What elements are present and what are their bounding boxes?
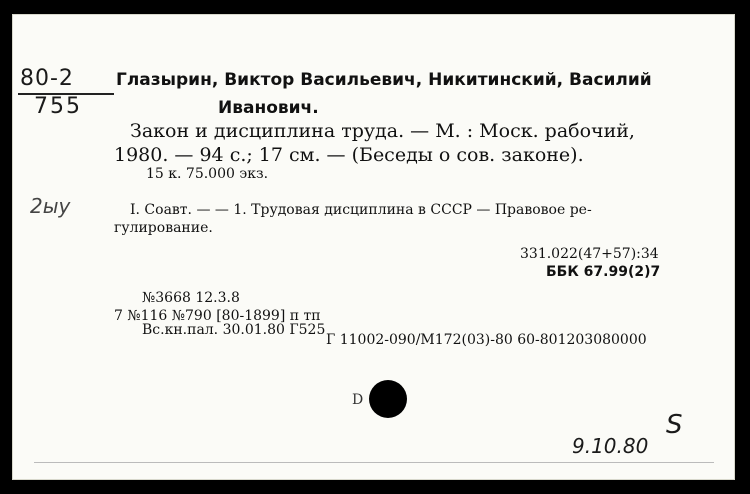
authors-line-1: Глазырин, Виктор Васильевич, Никитинский, Василий — [116, 70, 652, 90]
handwritten-note: 2ыу — [30, 194, 71, 218]
record-number-line-1: №3668 12.3.8 — [142, 290, 240, 306]
handwritten-date: 9.10.80 — [572, 434, 649, 458]
bottom-rule — [34, 462, 714, 463]
udc-classification: 331.022(47+57):34 — [520, 246, 659, 262]
hole-mark: D — [352, 392, 364, 408]
record-number-line-2: 7 №116 №790 [80-1899] п тп — [114, 308, 321, 324]
catalog-card — [12, 14, 735, 480]
punch-hole — [369, 380, 407, 418]
call-number-bottom: 755 — [34, 94, 82, 119]
title-line-2: 1980. — 94 с.; 17 см. — (Беседы о сов. законе). — [114, 144, 584, 166]
price-and-print-run: 15 к. 75.000 экз. — [146, 166, 269, 182]
authors-line-2: Иванович. — [218, 98, 319, 118]
title-line-1: Закон и дисциплина труда. — М. : Моск. рабочий, — [130, 120, 635, 142]
bbk-classification: ББК 67.99(2)7 — [546, 264, 661, 280]
subject-headings-line-1: I. Соавт. — — 1. Трудовая дисциплина в СССР — Правовое ре- — [130, 202, 592, 218]
call-number-top: 80-2 — [20, 66, 74, 91]
record-number-line-3: Вс.кн.пал. 30.01.80 Г525 — [142, 322, 326, 338]
record-number-line-4: Г 11002-090/М172(03)-80 60-801203080000 — [326, 332, 647, 348]
subject-headings-line-2: гулирование. — [114, 220, 213, 236]
handwritten-flourish: S — [666, 410, 683, 440]
